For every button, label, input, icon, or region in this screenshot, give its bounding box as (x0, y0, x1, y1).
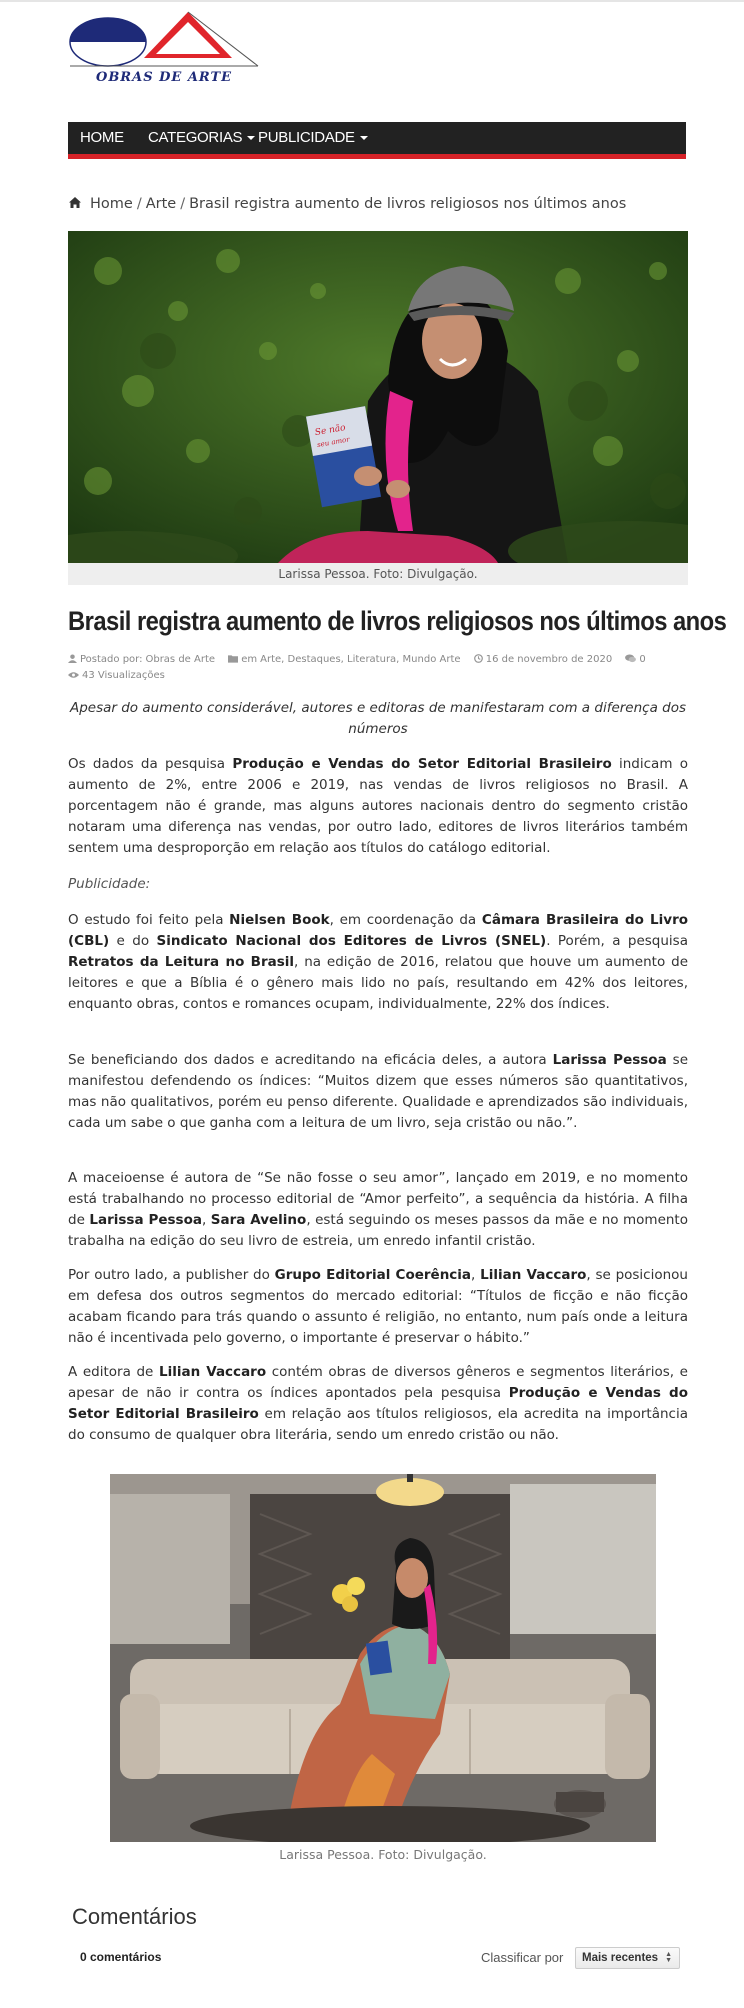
logo-text: OBRAS DE ARTE (96, 70, 233, 85)
sort-select-value: Mais recentes (582, 1952, 659, 1964)
article-paragraph-6: A editora de Lilian Vaccaro contém obras de diversos gêneros e segmentos literários, e apesar de não ir contra os índices apontados pela pesquisa Produção e Vendas do Setor Editorial Brasileiro em relação aos títulos religiosos, ela acredita na importância do consumo de qualquer obra literária, sendo um enredo cristão ou não. (68, 1364, 688, 1443)
meta-posted-label: Postado por: (80, 654, 143, 665)
article-paragraph-2: O estudo foi feito pela Nielsen Book, em coordenação da Câmara Brasileira do Livro (CBL) e do Sindicato Nacional dos Editores de Livros (SNEL). Porém, a pesquisa Retratos da Leitura no Brasil, na edição de 2016, relatou que houve um aumento de leitores e que a Bíblia é o gênero mais lido no país, resultando em 42% dos leitores, enquanto obras, contos e romances ocupam, individualmente, 22% dos índices. (68, 912, 689, 1012)
select-arrows-icon: ▲ ▼ (665, 1951, 672, 1964)
article-title: Brasil registra aumento de livros religiosos nos últimos anos (68, 606, 727, 636)
article-lead: Apesar do aumento considerável, autores e editoras de manifestaram com a diferença dos números (69, 700, 687, 737)
user-icon (68, 654, 77, 663)
breadcrumb-section[interactable]: Arte (145, 196, 177, 212)
photo-2-caption: Larissa Pessoa. Foto: Divulgação. (279, 1847, 487, 1862)
meta-comments-count[interactable]: 0 (639, 654, 646, 665)
svg-text:Se não: Se não (314, 422, 347, 439)
article-paragraph-1: Os dados da pesquisa Produção e Vendas do Setor Editorial Brasileiro indicam o aumento de 2%, entre 2006 e 2019, nas vendas de livros religiosos no Brasil. A porcentagem não é grande, mas alguns autores nacionais dentro do segmento cristão notaram uma diferença nas vendas, por outro lado, editores de livros literários também sentem uma desproporção em relação aos títulos do catálogo editorial. (68, 756, 688, 856)
folder-icon (228, 654, 238, 663)
article-paragraph-5: Por outro lado, a publisher do Grupo Editorial Coerência, Lilian Vaccaro, se posicionou em defesa dos outros segmentos do mercado editorial: “Títulos de ficção e não ficção acabam ficando para trás quando o assunto é religião, no entanto, num país onde a leitura não é incentivada pelo governo, o importante é preservar o hábito.” (68, 1267, 688, 1346)
breadcrumb: Home / Arte / Brasil registra aumento de livros religiosos nos últimos anos (68, 196, 688, 218)
article-paragraph-3: Se beneficiando dos dados e acreditando na eficácia deles, a autora Larissa Pessoa se manifestou defendendo os índices: “Muitos dizem que esses números são quantitativos, mas não qualitativos, porém eu penso diferente. Qualidade e aprendizados são individuais, cada um sabe o que ganha com a leitura de um livro, seja cristão ou não.”. (68, 1052, 689, 1131)
svg-text:seu amor: seu amor (316, 435, 351, 450)
nav-categorias-label: CATEGORIAS (148, 129, 243, 146)
nav-home-label: HOME (80, 129, 124, 146)
site-logo[interactable] (68, 10, 308, 92)
breadcrumb-home[interactable]: Home (90, 196, 133, 212)
hero-photo (68, 231, 688, 563)
nav-publicidade[interactable] (258, 122, 368, 154)
meta-in-label: em (241, 654, 258, 665)
eye-icon (68, 671, 79, 679)
breadcrumb-current: Brasil registra aumento de livros religiosos nos últimos anos (189, 196, 627, 212)
clock-icon (474, 654, 483, 663)
comments-count: 0 comentários (80, 1950, 162, 1964)
main-nav (68, 122, 686, 154)
chevron-down-icon (247, 136, 255, 140)
meta-date: 16 de novembro de 2020 (485, 654, 613, 665)
meta-views: 43 Visualizações (82, 670, 165, 681)
ad-label: Publicidade: (68, 876, 151, 892)
article-paragraph-4: A maceioense é autora de “Se não fosse o seu amor”, lançado em 2019, e no momento está trabalhando no processo editorial de “Amor perfeito”, a sequência da história. A filha de Larissa Pessoa, Sara Avelino, está seguindo os meses passos da mãe e no momento trabalha na edição do seu livro de estreia, um enredo infantil cristão. (68, 1170, 688, 1249)
comments-title: Comentários (72, 1904, 197, 1929)
nav-categorias[interactable] (148, 122, 255, 154)
chevron-down-icon (360, 136, 368, 140)
article-photo-2 (110, 1474, 656, 1842)
top-border (0, 0, 744, 2)
comments-icon (625, 654, 636, 663)
meta-categories[interactable]: Arte, Destaques, Literatura, Mundo Arte (260, 654, 461, 665)
hero-caption: Larissa Pessoa. Foto: Divulgação. (68, 563, 688, 585)
home-icon (68, 196, 82, 209)
nav-accent-bar (68, 154, 686, 159)
nav-home[interactable] (80, 122, 124, 154)
sort-select[interactable] (575, 1947, 680, 1969)
article-meta (68, 652, 688, 684)
meta-author[interactable]: Obras de Arte (145, 654, 216, 665)
nav-publicidade-label: PUBLICIDADE (258, 129, 355, 146)
sort-label: Classificar por (481, 1950, 564, 1965)
